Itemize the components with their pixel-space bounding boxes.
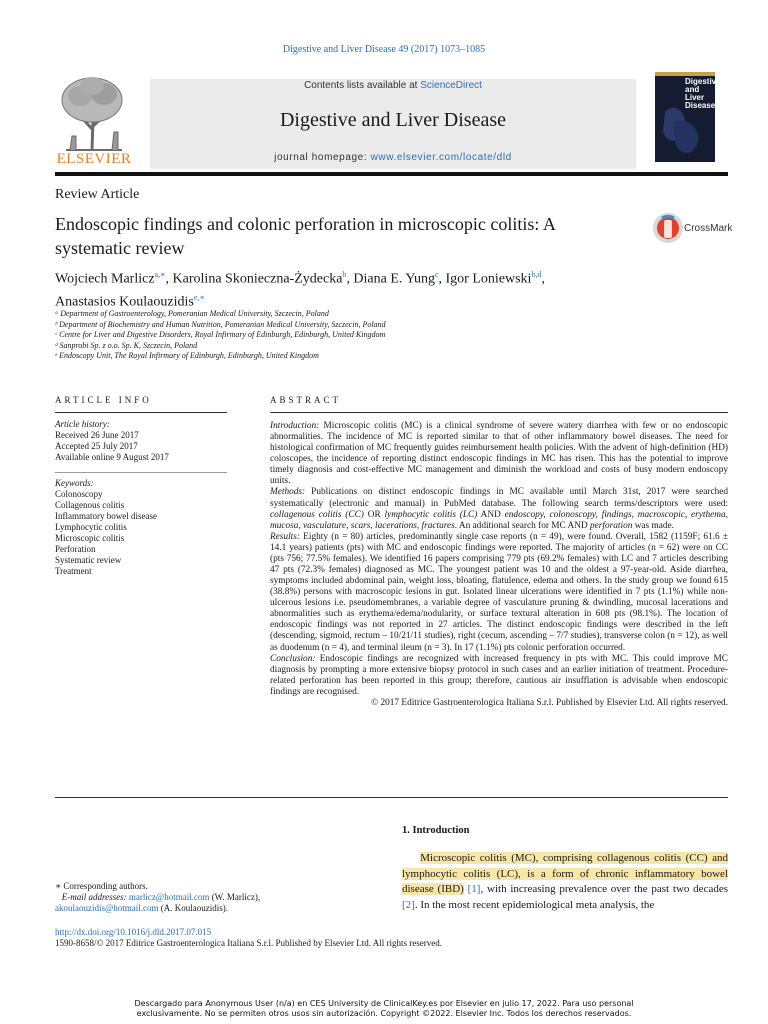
homepage-link[interactable]: www.elsevier.com/locate/dld: [370, 152, 512, 163]
keyword: Microscopic colitis: [55, 533, 125, 543]
keyword: Inflammatory bowel disease: [55, 511, 157, 521]
author-name: Anastasios Koulaouzidis: [55, 294, 194, 310]
affiliation: ᵉ Endoscopy Unit, The Royal Infirmary of Edinburgh, Edinburgh, United Kingdom: [55, 351, 319, 360]
article-title: Endoscopic findings and colonic perforation in microscopic colitis: A systematic review: [55, 214, 555, 258]
abstract-copyright: © 2017 Editrice Gastroenterologica Italiana S.r.l. Published by Elsevier Ltd. All rights reserved.: [371, 697, 728, 708]
author-list: Wojciech Marlicz$^{a,∗}$, Karolina Skonieczna-Żydecka$^b$, Diana E. Yung$^c$, Igor Loniewski$^{b,d}$, Anastasios Koulaouzidis$^{e,∗}$: [55, 270, 545, 310]
abstract-conclusion: Conclusion: Endoscopic findings are recognized with increased frequency in pts with MC. This could improve MC diagnosis by prompting a more extensive biopsy protocol in such cases and an earlier initiation of treatment. Procedure-related perforation has been reported in this group; therefore, cautious air insufflation is advisable when endoscopic findings are recognised.: [270, 653, 728, 697]
elsevier-wordmark: ELSEVIER: [56, 151, 132, 167]
author-affil-link[interactable]: a,∗: [154, 270, 166, 279]
author-name: Diana E. Yung: [353, 271, 435, 287]
journal-reference[interactable]: Digestive and Liver Disease 49 (2017) 1073–1085: [282, 44, 486, 55]
author-affil-link[interactable]: b: [342, 270, 347, 279]
cover-title: Digestive and Liver Disease: [685, 77, 721, 110]
affiliation: ᵃ Department of Gastroenterology, Pomeranian Medical University, Szczecin, Poland: [55, 309, 329, 318]
abstract-methods: Methods: Publications on distinct endoscopic findings in MC available until March 31st, 2017 were searched systematically (electronic and manual) in PubMed database. The following search terms/descriptors were used: collagenous colitis (CC) OR lymphocytic colitis (LC) AND endoscopy, colonoscopy, findings, macroscopic, erythema, mucosa, vasculature, scars, lacerations, fractures. An additional search for MC AND perforation was made.: [270, 487, 728, 531]
article-info-heading: ARTICLE INFO: [55, 395, 152, 405]
crossmark-label: CrossMark: [684, 223, 733, 234]
keyword: Systematic review: [55, 555, 122, 565]
divider: [55, 412, 227, 413]
keyword: Perforation: [55, 544, 96, 554]
doi-block: [55, 927, 442, 949]
keywords: Keywords: Colonoscopy Collagenous colitis Inflammatory bowel disease Lymphocytic colitis Microscopic colitis Perforation Systematic review Treatment: [55, 478, 157, 576]
journal-title: Digestive and Liver Disease: [279, 109, 507, 131]
journal-header: [150, 79, 636, 169]
abstract-introduction: Introduction: Microscopic colitis (MC) is a clinical syndrome of severe watery diarrhea with few or no endoscopic abnormalities. The incidence of MC is reported similar to that of other inflammatory bowel diseases. The need for histological confirmation of MC frequently guides reimbursement health policies. With the advent of high-definition (HD) coloscopes, the incidence of reporting distinct endoscopic findings in MC has risen. This has the potential to improve timely diagnosis and cost-effective MC management and diminish the workload and costs of busy modern endoscopy units.: [270, 421, 728, 487]
divider: [55, 797, 728, 798]
keyword: Colonoscopy: [55, 489, 103, 499]
sciencedirect-link[interactable]: ScienceDirect: [420, 80, 482, 91]
author-affil-link[interactable]: c: [434, 270, 439, 279]
affiliations: [55, 309, 386, 362]
abstract-body: [270, 421, 728, 709]
author-affil-link[interactable]: e,∗: [193, 292, 205, 302]
tree-icon: [52, 70, 136, 154]
abstract-heading: ABSTRACT: [270, 395, 342, 405]
corresponding-footnote: ∗ Corresponding authors. E-mail addresses: marlicz@hotmail.com (W. Marlicz), akoulaouzidis@hotmail.com (A. Koulaouzidis).: [55, 881, 261, 913]
highlighted-text[interactable]: Microscopic colitis (MC), comprising collagenous colitis (CC) and lymphocytic colitis (LC), is a form of chronic inflammatory bowel disease (IBD): [402, 852, 729, 895]
divider: [55, 472, 227, 473]
doi-link[interactable]: http://dx.doi.org/10.1016/j.dld.2017.07.015: [55, 927, 212, 937]
journal-cover-image: [655, 72, 721, 162]
article-history: Article history: Received 26 June 2017 Accepted 25 July 2017 Available online 9 August 2017: [55, 419, 169, 462]
issn-line: 1590-8658/© 2017 Editrice Gastroenterologica Italiana S.r.l. Published by Elsevier Ltd. All rights reserved.: [55, 938, 443, 948]
elsevier-logo: [52, 70, 136, 170]
crossmark-icon: [652, 212, 684, 244]
homepage-line: journal homepage: www.elsevier.com/locate/dld: [274, 152, 512, 163]
keyword: Lymphocytic colitis: [55, 522, 127, 532]
contents-line: Contents lists available at ScienceDirect: [304, 80, 482, 91]
affiliation: ᵇ Department of Biochemistry and Human Nutrition, Pomeranian Medical University, Szczecin, Poland: [55, 319, 386, 329]
affiliation: ᶜ Centre for Liver and Digestive Disorders, Royal Infirmary of Edinburgh, Edinburgh, United Kingdom: [55, 330, 386, 339]
author-name: Karolina Skonieczna-Żydecka: [172, 271, 343, 287]
keyword: Collagenous colitis: [55, 500, 125, 510]
abstract-results: Results: Eighty (n = 80) articles, predominantly single case reports (n = 49), were found. Overall, 1582 (1159F; 61.6 ± 14.1 years) patients (pts) with MC and endoscopic findings were reported. The majority of articles (n = 62) were on CC (pts 756; 77.5% females). We identified 16 papers comprising 779 pts (69.2% females) with LC and 7 articles describing 47 pts (72.3% females) diagnosed as MC. The youngest patient was 10 and the oldest a 97-year-old. Aside diarrhea, symptoms included abdominal pain, weight loss, bloating, flatulence, edema and others. In the study group we found 615 (38.8%) persons with macroscopic lesions in gut. Isolated linear ulcerations were identified in 7 pts (1.1%) while non-ulcerous lesions i.e. pseudomembranes, a variable degree of vasculature pruning & dwindling, mucosal lacerations and abnormalities such as erythema/edema/nodularity, or surface textural alteration in 608 pts (98.1%). The location of endoscopic findings was not reported in 27 articles. The distinct endoscopic findings were described in the left (descending, sigmoid, rectum – 10/21/11 studies), right (cecum, ascending – 7/7 studies), transverse colon (n = 12), as well as duodenum (n = 4), and terminal ileum (n = 3). In 17 (1.1%) pts colonic perforation occurred.: [270, 531, 728, 653]
article-type: Review Article: [55, 187, 140, 202]
section-heading: 1. Introduction: [402, 825, 470, 836]
keyword: Treatment: [55, 566, 92, 576]
reference-link[interactable]: [2]: [402, 898, 415, 911]
reference-link[interactable]: [1]: [467, 883, 481, 895]
author-affil-link[interactable]: b,d: [531, 270, 542, 279]
header-rule: [55, 172, 728, 176]
download-notice: Descargado para Anonymous User (n/a) en CES University de ClinicalKey.es por Elsevier en julio 17, 2022. Para uso personal exclusivamente. No se permiten otros usos sin autorización. Copyright ©2022. Elsevier Inc. Todos los derechos reservados.: [134, 999, 634, 1018]
introduction-paragraph: Microscopic colitis (MC), comprising collagenous colitis (CC) and lymphocytic colitis (LC), is a form of chronic inflammatory bowel disease (IBD) [1], with increasing prevalence over the past two decades [2]. In the most recent epidemiological meta analysis, the: [402, 852, 729, 911]
author-name: Wojciech Marlicz: [55, 271, 155, 287]
email-link[interactable]: marlicz@hotmail.com: [128, 892, 210, 902]
author-name: Igor Loniewski: [445, 271, 532, 287]
divider: [270, 412, 728, 413]
crossmark-button[interactable]: [652, 212, 732, 244]
email-link[interactable]: akoulaouzidis@hotmail.com: [55, 903, 159, 913]
affiliation: ᵈ Sanprobi Sp. z o.o. Sp. K, Szczecin, Poland: [55, 340, 198, 350]
